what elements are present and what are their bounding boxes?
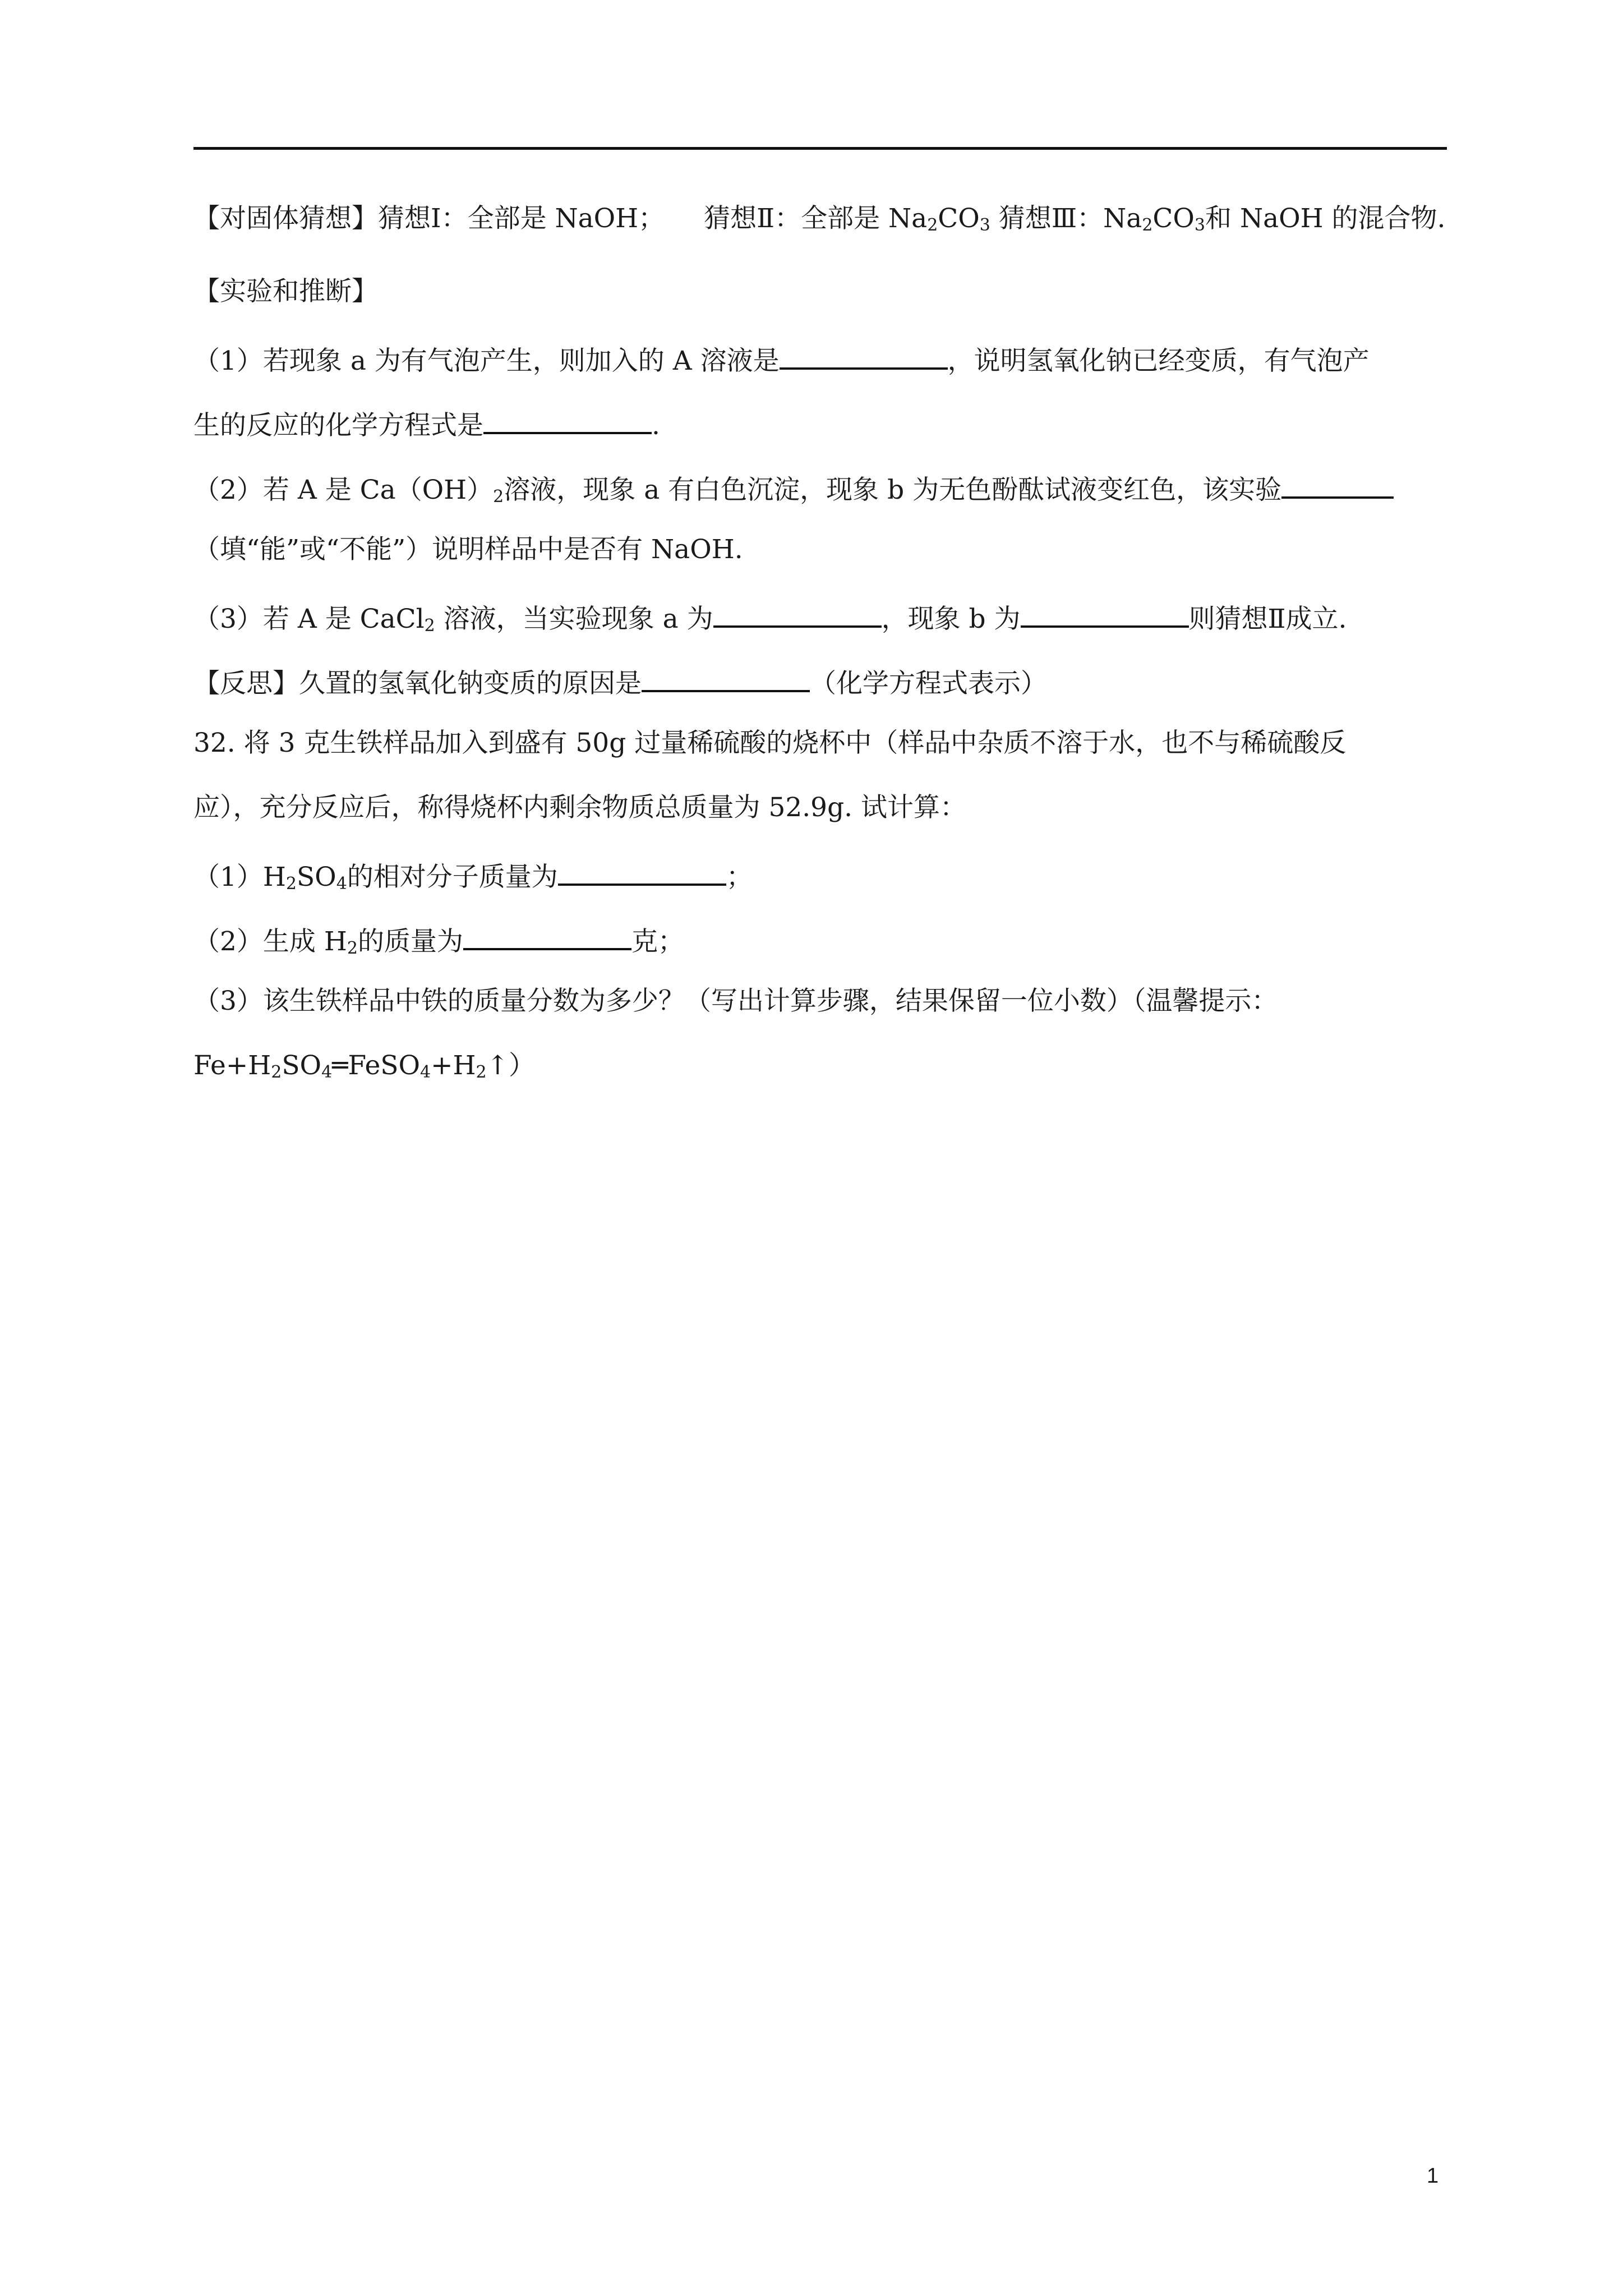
header-rule (193, 147, 1447, 150)
guess-3: 猜想Ⅲ：$Na_2CO_3$和 NaOH 的混合物. (990, 203, 1446, 235)
p32-equation-hint: $Fe+H_2SO_4═FeSO_4+H_2↑$） (193, 1050, 535, 1082)
q2-line-1: （2）若 A 是 $Ca(OH)_2$溶液，现象 a 有白色沉淀，现象 b 为无色酚酞试液变红色，该实验 (193, 468, 1394, 507)
q1-blank-equation[interactable] (483, 404, 652, 434)
guess-1: 猜想Ⅰ：全部是 NaOH； (378, 203, 665, 234)
q1-line-1: （1）若现象 a 为有气泡产生，则加入的 A 溶液是 ，说明氢氧化钠已经变质，有气泡产 (193, 339, 1370, 378)
guess-line (193, 202, 1446, 236)
p32-blank-molar-mass[interactable] (558, 855, 726, 886)
problem-32-line-1: 32. 将 3 克生铁样品加入到盛有 50g 过量稀硫酸的烧杯中（样品中杂质不溶于水，也不与稀硫酸反 (193, 728, 1347, 758)
p32-sub3: （3）该生铁样品中铁的质量分数为多少？（写出计算步骤，结果保留一位小数）（温馨提示： (193, 986, 1278, 1016)
q3-blank-b[interactable] (1021, 597, 1189, 628)
p32-blank-h2-mass[interactable] (463, 920, 631, 950)
q3-line: （3）若 A 是 CaCl$_2$ 溶液，当实验现象 a 为 ，现象 b 为 则猜想Ⅱ成立. (193, 597, 1347, 636)
q2-blank[interactable] (1281, 468, 1394, 499)
problem-32-line-2: 应），充分反应后，称得烧杯内剩余物质总质量为 52.9g. 试计算： (193, 792, 967, 823)
q1-blank-solution[interactable] (780, 339, 948, 370)
reflect-blank[interactable] (642, 662, 810, 692)
p32-sub2: （2）生成 $H_2$的质量为 克； (193, 920, 684, 959)
guess-tag: 【对固体猜想】 (193, 203, 378, 234)
reflect-line: 【反思】久置的氢氧化钠变质的原因是 （化学方程式表示） (193, 662, 1047, 701)
q1-line-2: 生的反应的化学方程式是 . (193, 404, 660, 443)
page-number: 1 (1427, 2164, 1439, 2188)
q3-blank-a[interactable] (713, 597, 882, 628)
section-heading: 【实验和推断】 (193, 276, 378, 307)
q2-line-2: （填“能”或“不能”）说明样品中是否有 NaOH. (193, 534, 743, 565)
guess-2: 猜想Ⅱ：全部是 $Na_2CO_3$ (704, 203, 990, 235)
p32-sub1: $(1)H_2SO_4$的相对分子质量为 ； (193, 855, 753, 894)
